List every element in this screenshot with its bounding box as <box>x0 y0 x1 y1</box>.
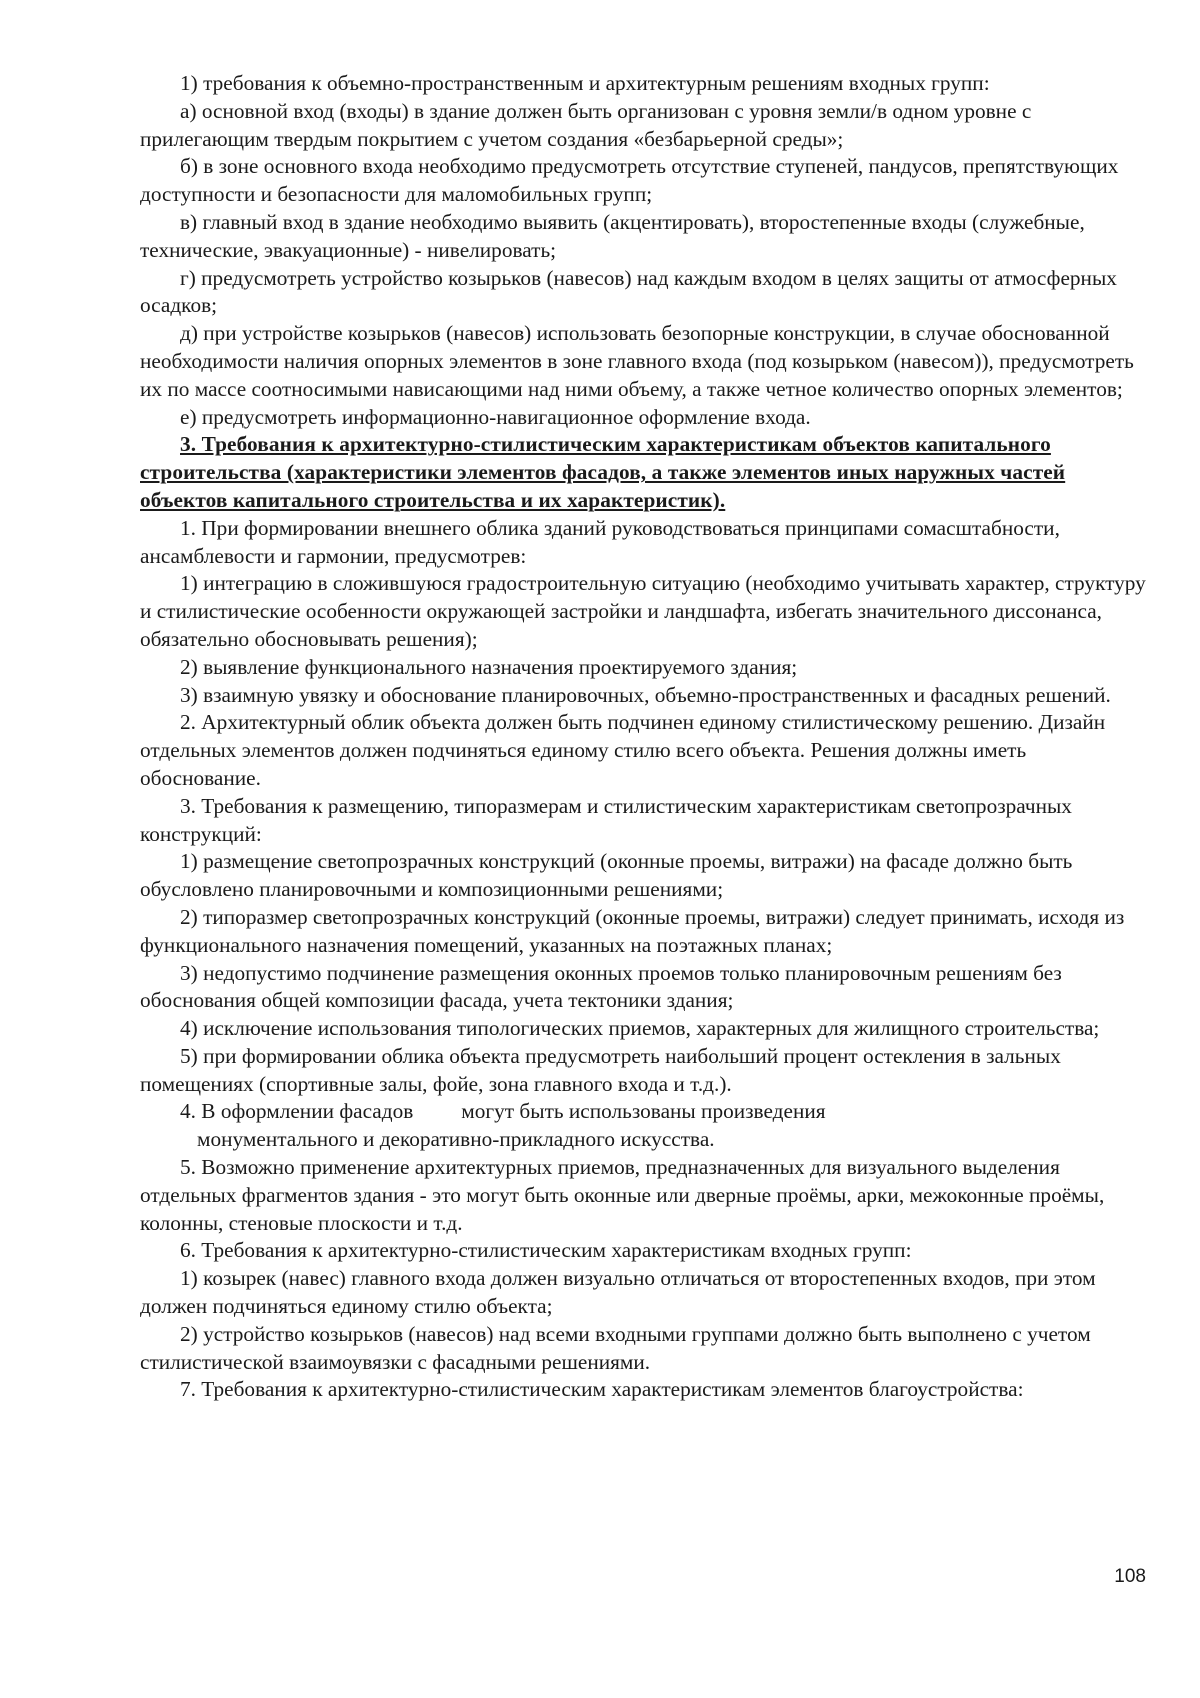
point-4-middle: могут быть использованы произведения <box>461 1099 826 1124</box>
paragraph-point-3-sub-2: 2) типоразмер светопрозрачных конструкций (оконные проемы, витражи) следует принимать, исходя из функционального назначения помещений, указанных на поэтажных планах; <box>140 904 1125 957</box>
paragraph-point-6: 6. Требования к архитектурно-стилистическим характеристикам входных групп: <box>180 1238 912 1263</box>
paragraph-point-6-sub-2: 2) устройство козырьков (навесов) над всеми входными группами должно быть выполнено с учетом стилистической взаимоувязки с фасадными решениями. <box>140 1321 1091 1374</box>
paragraph-item-e: е) предусмотреть информационно-навигационное оформление входа. <box>180 404 811 429</box>
paragraph-entrance-groups-requirements: 1) требования к объемно-пространственным и архитектурным решениям входных групп: <box>180 71 990 95</box>
paragraph-point-4 <box>140 1098 1150 1154</box>
page-number: 108 <box>1114 1566 1146 1587</box>
paragraph-point-3-sub-3: 3) недопустимо подчинение размещения оконных проемов только планировочным решениям без обоснования общей композиции фасада, учета тектоники здания; <box>140 960 1062 1013</box>
paragraph-point-3-sub-5: 5) при формировании облика объекта предусмотреть наибольший процент остекления в зальных помещениях (спортивные залы, фойе, зона главного входа и т.д.). <box>140 1043 1061 1096</box>
point-4-continuation: монументального и декоративно-прикладного искусства. <box>197 1127 715 1152</box>
document-page <box>140 70 1150 1404</box>
paragraph-point-6-sub-1: 1) козырек (навес) главного входа должен визуально отличаться от второстепенных входов, при этом должен подчиняться единому стилю объекта; <box>140 1266 1096 1319</box>
paragraph-item-v: в) главный вход в здание необходимо выявить (акцентировать), второстепенные входы (служебные, технические, эвакуационные) - нивелировать; <box>140 209 1085 262</box>
paragraph-point-3-sub-1: 1) размещение светопрозрачных конструкций (оконные проемы, витражи) на фасаде должно быть обусловлено планировочными и композиционными решениями; <box>140 849 1073 902</box>
paragraph-item-g: г) предусмотреть устройство козырьков (навесов) над каждым входом в целях защиты от атмосферных осадков; <box>140 265 1117 318</box>
paragraph-point-7: 7. Требования к архитектурно-стилистическим характеристикам элементов благоустройства: <box>180 1377 1024 1402</box>
paragraph-point-2: 2. Архитектурный облик объекта должен быть подчинен единому стилистическому решению. Дизайн отдельных элементов должен подчиняться единому стилю всего объекта. Решения должны иметь обоснование. <box>140 710 1106 790</box>
section-heading: 3. Требования к архитектурно-стилистическим характеристикам объектов капитального строительства (характеристики элементов фасадов, а также элементов иных наружных частей объектов капитального строительства и их характеристик). <box>140 432 1066 512</box>
paragraph-item-b: б) в зоне основного входа необходимо предусмотреть отсутствие ступеней, пандусов, препятствующих доступности и безопасности для маломобильных групп; <box>140 154 1119 207</box>
paragraph-point-3-sub-4: 4) исключение использования типологических приемов, характерных для жилищного строительства; <box>180 1016 1100 1041</box>
paragraph-item-a: а) основной вход (входы) в здание должен быть организован с уровня земли/в одном уровне с прилегающим твердым покрытием с учетом создания «безбарьерной среды»; <box>140 98 1032 151</box>
point-4-lead: 4. В оформлении фасадов <box>180 1099 414 1124</box>
paragraph-point-1-sub-1: 1) интеграцию в сложившуюся градостроительную ситуацию (необходимо учитывать характер, структуру и стилистические особенности окружающей застройки и ландшафта, избегать значительного диссонанса, обязательно обосновывать решения); <box>140 571 1146 651</box>
paragraph-point-3: 3. Требования к размещению, типоразмерам и стилистическим характеристикам светопрозрачных конструкций: <box>140 793 1072 846</box>
paragraph-point-1: 1. При формировании внешнего облика зданий руководствоваться принципами сомасштабности, ансамблевости и гармонии, предусмотрев: <box>140 515 1060 568</box>
paragraph-point-1-sub-2: 2) выявление функционального назначения проектируемого здания; <box>180 654 798 679</box>
paragraph-point-1-sub-3: 3) взаимную увязку и обоснование планировочных, объемно-пространственных и фасадных решений. <box>180 682 1111 707</box>
paragraph-point-5: 5. Возможно применение архитектурных приемов, предназначенных для визуального выделения отдельных фрагментов здания - это могут быть оконные или дверные проёмы, арки, межоконные проёмы, колонны, стеновые плоскости и т.д. <box>140 1155 1105 1235</box>
paragraph-item-d: д) при устройстве козырьков (навесов) использовать безопорные конструкции, в случае обоснованной необходимости наличия опорных элементов в зоне главного входа (под козырьком (навесом)), предусмотреть их по массе соотносимыми нависающими над ними объему, а также четное количество опорных элементов; <box>140 321 1134 401</box>
